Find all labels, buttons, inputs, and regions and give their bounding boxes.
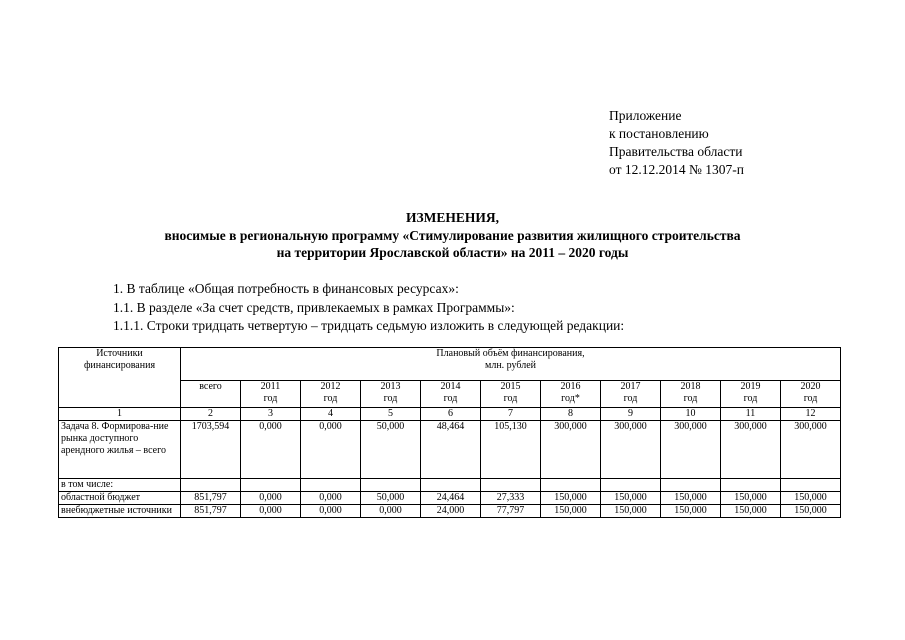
appendix-line: к постановлению <box>609 126 709 141</box>
table-cell <box>241 479 301 492</box>
instruction-item: 1. В таблице «Общая потребность в финансовых ресурсах»: <box>113 281 459 296</box>
year-header: 2012 год <box>301 381 361 408</box>
table-cell: 300,000 <box>661 421 721 479</box>
table-cell <box>601 479 661 492</box>
year-header: 2013 год <box>361 381 421 408</box>
appendix-line: от 12.12.2014 № 1307-п <box>609 162 744 177</box>
plan-header-line: Плановый объём финансирования, <box>436 348 585 359</box>
year-header: всего <box>181 381 241 408</box>
table-cell: 150,000 <box>601 505 661 518</box>
year-header: 2020 год <box>781 381 841 408</box>
year-header: 2015 год <box>481 381 541 408</box>
table-cell <box>181 479 241 492</box>
table-cell: 0,000 <box>301 492 361 505</box>
year-header: 2011 год <box>241 381 301 408</box>
table-cell <box>541 479 601 492</box>
table-cell: 27,333 <box>481 492 541 505</box>
table-cell: 0,000 <box>241 505 301 518</box>
column-number: 5 <box>361 408 421 421</box>
row-label: внебюджетные источники <box>59 505 181 518</box>
table-cell <box>301 479 361 492</box>
appendix-block <box>609 107 744 179</box>
column-number-row <box>59 408 841 421</box>
source-header: Источники финансирования <box>59 348 181 408</box>
title-line: на территории Ярославской области» на 2011 – 2020 годы <box>276 245 629 260</box>
instruction-item: 1.1. В разделе «За счет средств, привлекаемых в рамках Программы»: <box>113 299 515 315</box>
document-title <box>0 209 905 262</box>
table-cell: 300,000 <box>781 421 841 479</box>
table-cell <box>481 479 541 492</box>
table-row <box>59 421 841 479</box>
column-number: 2 <box>181 408 241 421</box>
table-cell: 150,000 <box>781 492 841 505</box>
table-cell: 0,000 <box>301 421 361 479</box>
column-number: 10 <box>661 408 721 421</box>
table-row <box>59 492 841 505</box>
appendix-line: Приложение <box>609 108 682 123</box>
table-cell: 77,797 <box>481 505 541 518</box>
title-line: вносимые в региональную программу «Стимулирование развития жилищного строительства <box>164 227 741 243</box>
table-cell: 150,000 <box>661 492 721 505</box>
column-number: 12 <box>781 408 841 421</box>
appendix-line: Правительства области <box>609 144 743 159</box>
plan-header <box>181 348 841 381</box>
table-cell <box>361 479 421 492</box>
year-header: 2019 год <box>721 381 781 408</box>
column-number: 6 <box>421 408 481 421</box>
row-label: Задача 8. Формирова-ние рынка доступного арендного жилья – всего <box>59 421 181 479</box>
instructions <box>113 280 624 336</box>
table-cell: 851,797 <box>181 492 241 505</box>
table-cell: 150,000 <box>661 505 721 518</box>
table-cell: 0,000 <box>241 421 301 479</box>
instruction-item: 1.1.1. Строки тридцать четвертую – тридцать седьмую изложить в следующей редакции: <box>113 318 625 333</box>
table-cell: 105,130 <box>481 421 541 479</box>
column-number: 7 <box>481 408 541 421</box>
table-cell: 150,000 <box>541 505 601 518</box>
table-cell: 50,000 <box>361 421 421 479</box>
plan-header-line: млн. рублей <box>485 360 537 371</box>
table-cell: 24,464 <box>421 492 481 505</box>
table-cell: 851,797 <box>181 505 241 518</box>
table-cell: 1703,594 <box>181 421 241 479</box>
year-header: 2018 год <box>661 381 721 408</box>
column-number: 4 <box>301 408 361 421</box>
row-label: областной бюджет <box>59 492 181 505</box>
table-cell: 150,000 <box>601 492 661 505</box>
table-cell: 0,000 <box>361 505 421 518</box>
table-cell: 150,000 <box>541 492 601 505</box>
table-cell <box>781 479 841 492</box>
row-label: в том числе: <box>59 479 181 492</box>
table-cell: 300,000 <box>541 421 601 479</box>
table-cell <box>661 479 721 492</box>
year-header: 2014 год <box>421 381 481 408</box>
table-cell: 24,000 <box>421 505 481 518</box>
table-row <box>59 505 841 518</box>
year-header: 2016 год* <box>541 381 601 408</box>
table-cell <box>721 479 781 492</box>
column-number: 1 <box>59 408 181 421</box>
table-cell: 48,464 <box>421 421 481 479</box>
title-line: ИЗМЕНЕНИЯ, <box>405 210 499 225</box>
table-cell: 150,000 <box>781 505 841 518</box>
column-number: 11 <box>721 408 781 421</box>
table-cell: 50,000 <box>361 492 421 505</box>
column-number: 9 <box>601 408 661 421</box>
table-cell: 300,000 <box>601 421 661 479</box>
table-cell: 0,000 <box>301 505 361 518</box>
financing-table <box>58 347 841 518</box>
column-number: 8 <box>541 408 601 421</box>
table-cell: 300,000 <box>721 421 781 479</box>
column-number: 3 <box>241 408 301 421</box>
table-cell: 150,000 <box>721 492 781 505</box>
table-cell <box>421 479 481 492</box>
table-cell: 0,000 <box>241 492 301 505</box>
table-cell: 150,000 <box>721 505 781 518</box>
year-header: 2017 год <box>601 381 661 408</box>
table-row <box>59 479 841 492</box>
